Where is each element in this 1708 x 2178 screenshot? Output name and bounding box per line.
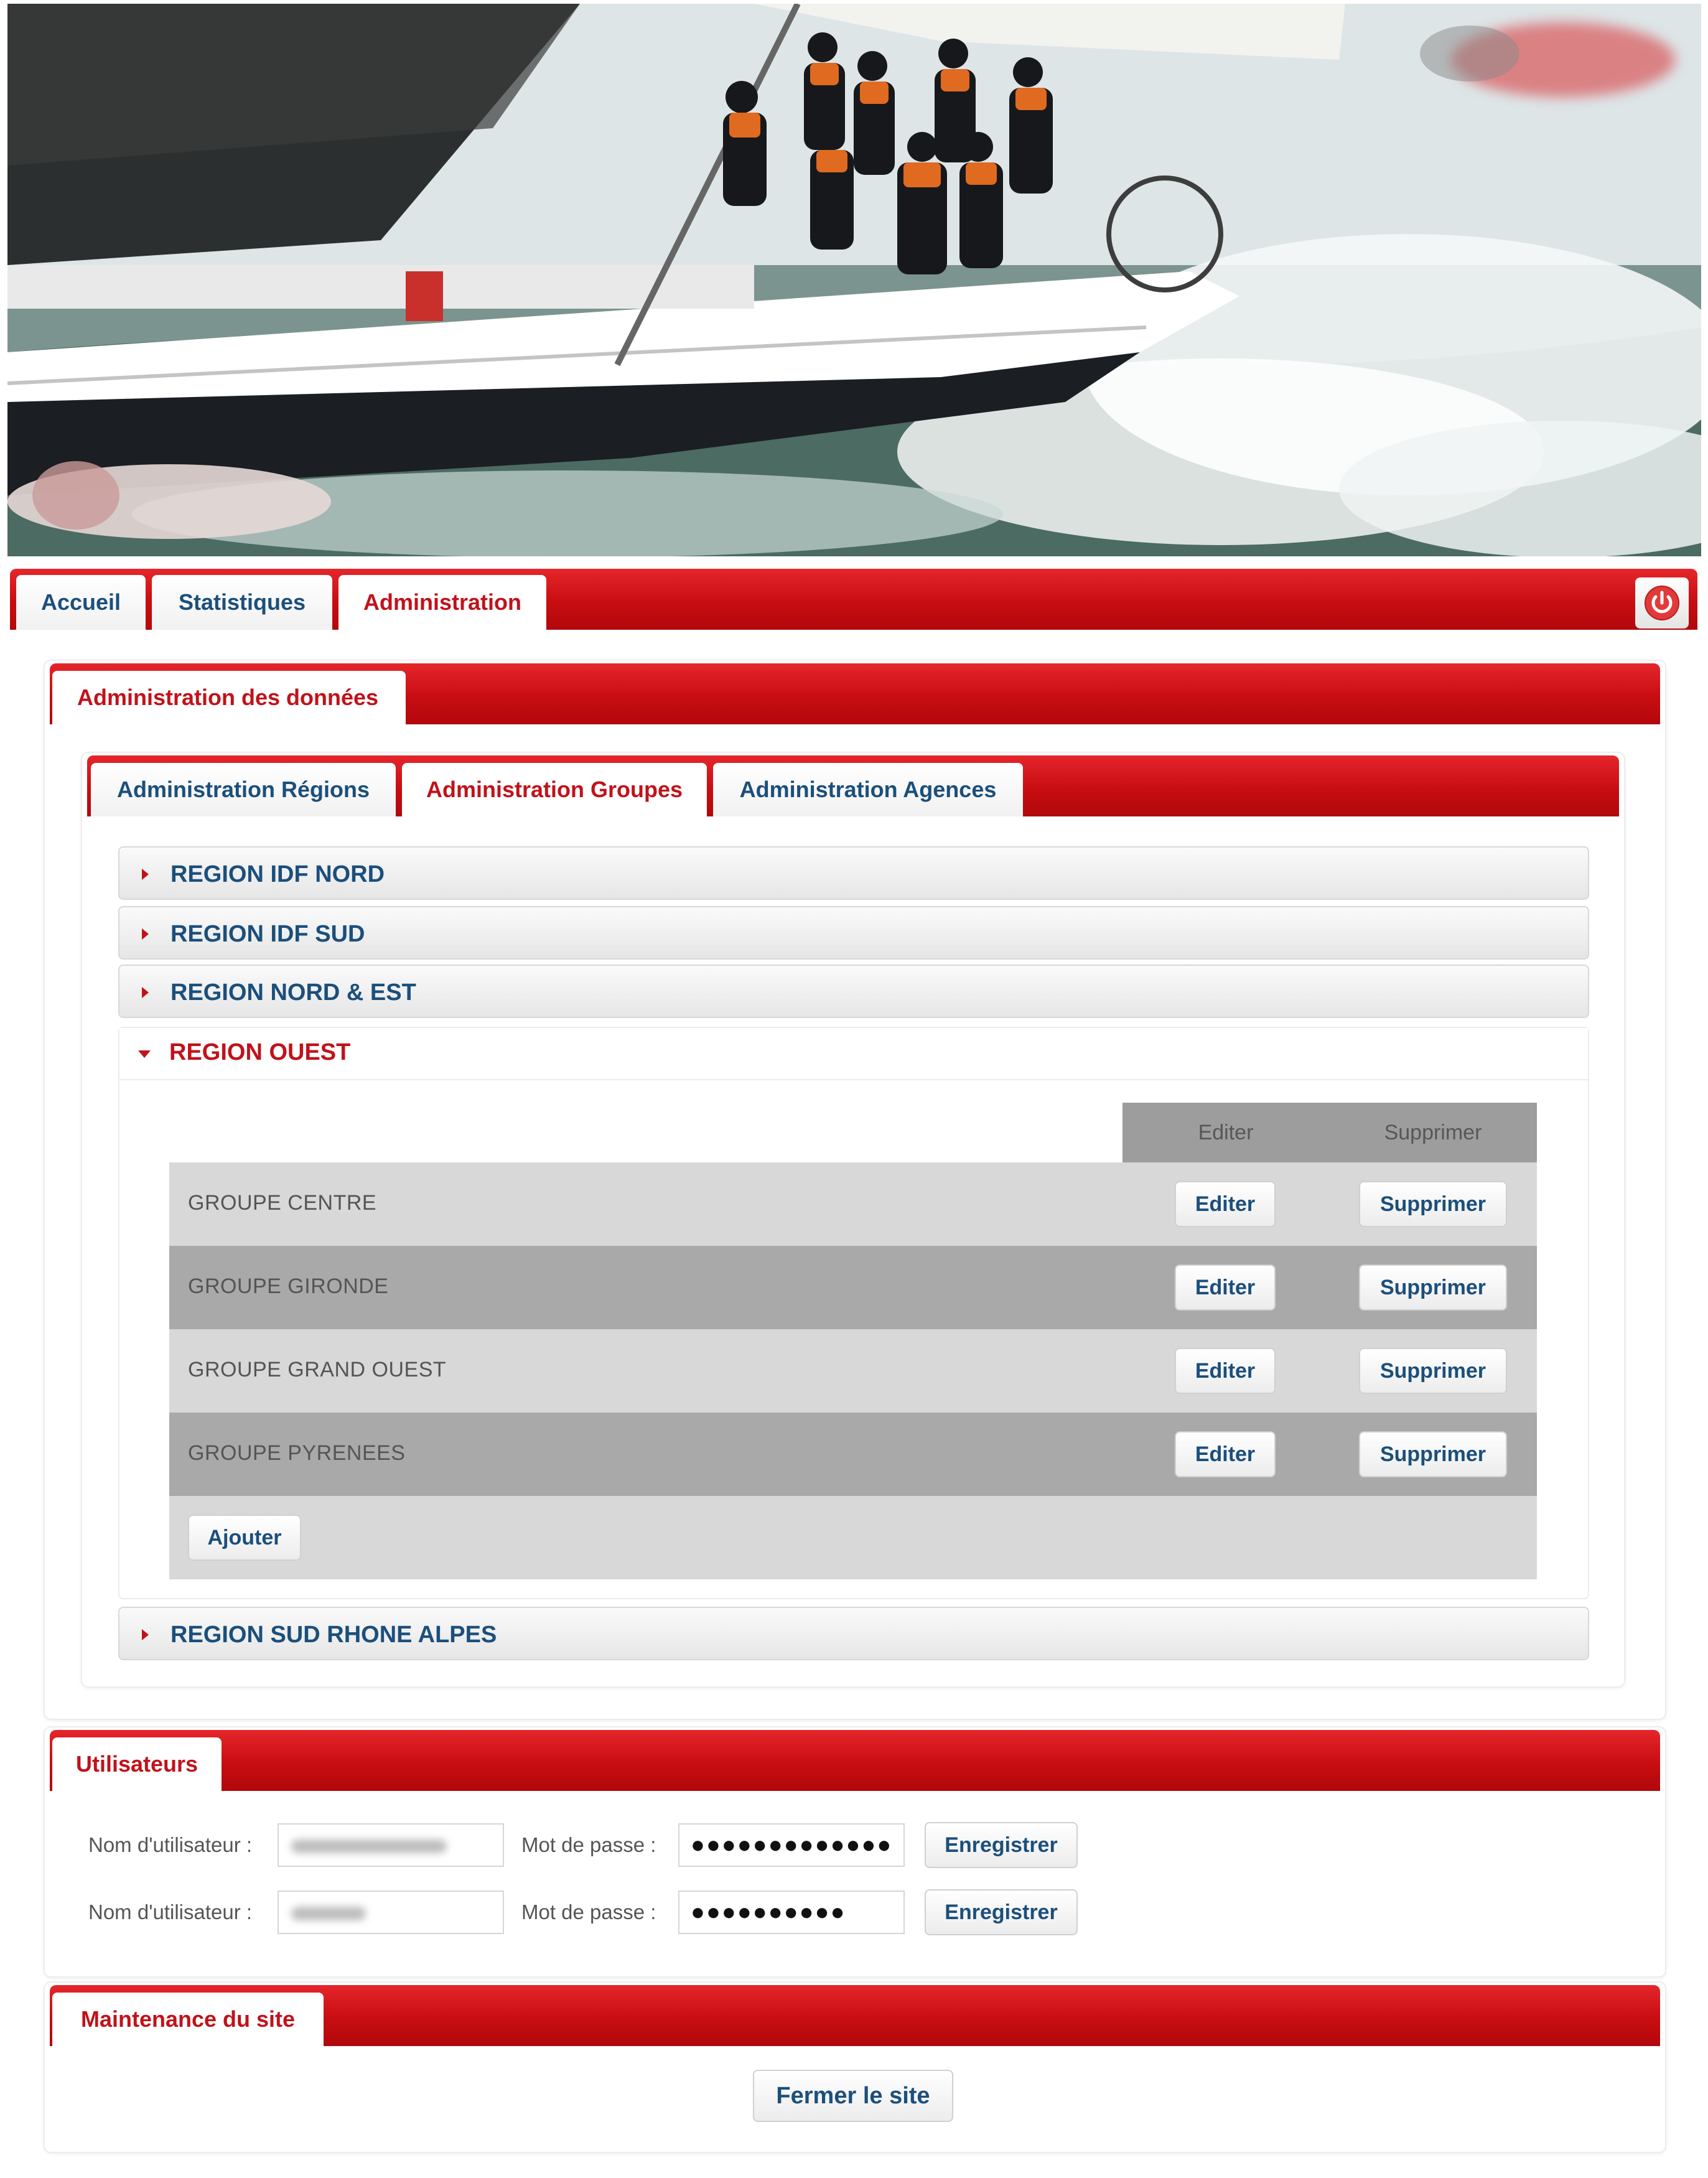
caret-right-icon [142,1629,149,1640]
region-label: REGION SUD RHONE ALPES [170,1622,497,1648]
username-label: Nom d'utilisateur : [88,1900,253,1923]
column-header-editer: Editer [1122,1103,1329,1162]
group-name: GROUPE CENTRE [188,1191,377,1215]
edit-button[interactable]: Editer [1175,1431,1276,1477]
delete-button[interactable]: Supprimer [1359,1264,1507,1311]
username-field[interactable] [278,1823,504,1867]
edit-button[interactable]: Editer [1175,1181,1276,1227]
region-idf-nord[interactable] [118,846,1589,900]
password-field[interactable] [678,1823,905,1867]
password-label: Mot de passe : [521,1900,656,1923]
users-title: Utilisateurs [52,1737,222,1791]
region-idf-sud[interactable] [118,906,1589,960]
table-row [169,1246,1537,1329]
users-header [50,1730,1660,1791]
table-row [169,1413,1537,1496]
add-row [169,1496,1537,1579]
group-name: GROUPE GIRONDE [188,1274,389,1298]
delete-button[interactable]: Supprimer [1359,1431,1507,1477]
region-label: REGION OUEST [169,1039,351,1065]
region-nord-est[interactable] [118,965,1589,1018]
region-label: REGION IDF SUD [170,921,365,947]
main-navigation [10,569,1697,630]
close-site-button[interactable]: Fermer le site [753,2070,953,2122]
subtabs-bar [87,755,1619,816]
edit-button[interactable]: Editer [1175,1348,1276,1394]
maintenance-title: Maintenance du site [52,1993,324,2046]
subtab-agences[interactable]: Administration Agences [713,763,1023,816]
group-name: GROUPE GRAND OUEST [188,1358,447,1381]
save-button[interactable]: Enregistrer [925,1822,1078,1868]
region-label: REGION IDF NORD [170,861,385,887]
tab-accueil[interactable]: Accueil [16,575,146,630]
caret-right-icon [142,928,149,940]
data-admin-header [50,663,1660,724]
column-header-supprimer: Supprimer [1329,1103,1537,1162]
group-name: GROUPE PYRENEES [188,1441,406,1465]
sailing-boat-illustration [7,4,1701,556]
password-label: Mot de passe : [521,1833,656,1856]
maintenance-panel [44,1981,1666,2153]
power-icon [1643,584,1681,622]
username-field[interactable] [278,1891,504,1934]
logout-button[interactable] [1635,577,1689,629]
caret-right-icon [142,987,149,998]
tab-administration[interactable]: Administration [338,575,546,630]
region-label: REGION NORD & EST [170,979,416,1006]
region-ouest-expanded [118,1027,1589,1599]
password-field[interactable] [678,1891,905,1934]
maintenance-header [50,1985,1660,2046]
subtab-groupes[interactable]: Administration Groupes [402,763,707,816]
banner-photo [7,4,1701,556]
region-ouest-header[interactable] [119,1028,1588,1080]
add-group-button[interactable]: Ajouter [188,1515,301,1561]
subtab-regions[interactable]: Administration Régions [91,763,396,816]
table-row [169,1162,1537,1246]
region-sud-rhone-alpes[interactable] [118,1607,1589,1660]
username-label: Nom d'utilisateur : [88,1833,253,1856]
edit-button[interactable]: Editer [1175,1264,1276,1311]
tab-statistiques[interactable]: Statistiques [152,575,332,630]
table-row [169,1329,1537,1413]
caret-down-icon [138,1050,151,1058]
delete-button[interactable]: Supprimer [1359,1348,1507,1394]
save-button[interactable]: Enregistrer [925,1889,1078,1935]
data-admin-title: Administration des données [52,671,406,724]
caret-right-icon [142,869,149,880]
delete-button[interactable]: Supprimer [1359,1181,1507,1227]
